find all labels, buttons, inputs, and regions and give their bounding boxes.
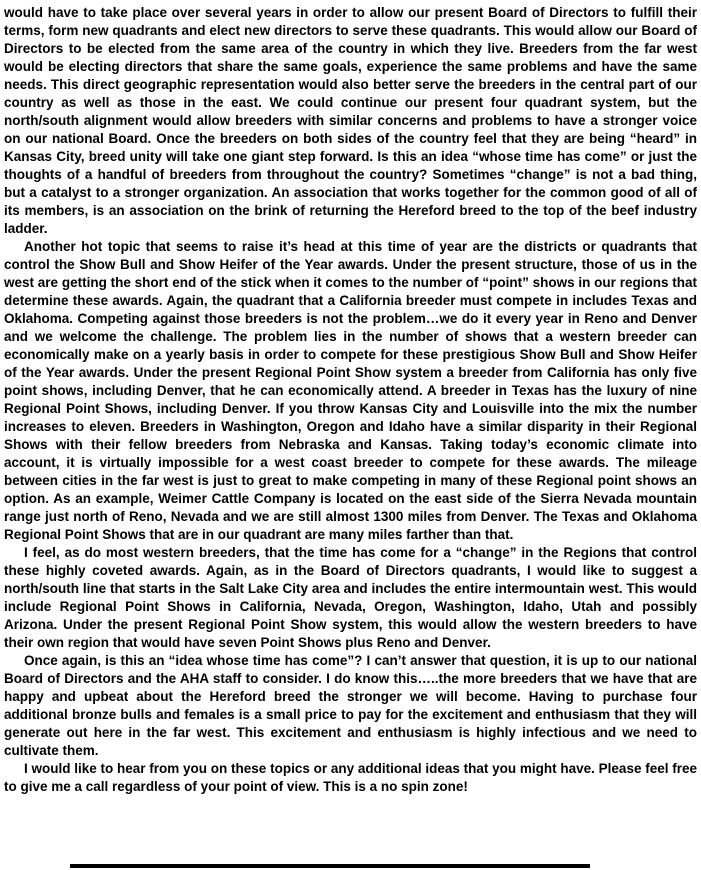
paragraph-board-quadrants: would have to take place over several years in order to allow our present Board of Directors to fulfill their terms, form new quadrants and elect new directors to serve these quadrants. This would allow our Board of Directors to be elected from the same area of the country in which they live. Breeders from the far west would be electing directors that share the same goals, experience the same problems and have the same needs. This direct geographic representation would also better serve the breeders in the central part of our country as well as those in the east. We could continue our present four quadrant system, but the north/south alignment would allow breeders with similar concerns and problems to have a stronger voice on our national Board. Once the breeders on both sides of the country feel that they are being “heard” in Kansas City, breed unity will take one giant step forward. Is this an idea “whose time has come” or just the thoughts of a handful of breeders from throughout the country? Sometimes “change” is not a bad thing, but a catalyst to a stronger organization. An association that works together for the common good of all of its members, is an association on the brink of returning the Hereford breed to the top of the beef industry ladder. — [4, 5, 697, 236]
paragraph-regions-change: I feel, as do most western breeders, that the time has come for a “change” in the Regions that control these highly coveted awards. Again, as in the Board of Directors quadrants, I would like to suggest a north/south line that starts in the Salt Lake City area and includes the entire intermountain west. This would include Regional Point Shows in California, Nevada, Oregon, Washington, Idaho, Utah and possibly Arizona. Under the present Regional Point Show system, this would allow the western breeders to have their own region that would have seven Point Shows plus Reno and Denver. — [4, 545, 697, 650]
paragraph-point-shows: Another hot topic that seems to raise it’s head at this time of year are the districts or quadrants that control the Show Bull and Show Heifer of the Year awards. Under the present structure, those of us in the west are getting the short end of the stick when it comes to the number of “point” shows in our regions that determine these awards. Again, the quadrant that a California breeder must compete in includes Texas and Oklahoma. Competing against those breeders is not the problem…we do it every year in Reno and Denver and we welcome the challenge. The problem lies in the number of shows that a western breeder can economically make on a yearly basis in order to compete for these prestigious Show Bull and Show Heifer of the Year awards. Under the present Regional Point Show system a breeder from California has only five point shows, including Denver, that he can economically attend. A breeder in Texas has the luxury of nine Regional Point Shows, including Denver. If you throw Kansas City and Louisville into the mix the number increases to eleven. Breeders in Washington, Oregon and Idaho have a similar disparity in their Regional Shows with their fellow breeders from Nebraska and Kansas. Taking today’s economic climate into account, it is virtually impossible for a west coast breeder to compete for these awards. The mileage between cities in the far west is just to great to make competing in many of these Regional point shows an option. As an example, Weimer Cattle Company is located on the east side of the Sierra Nevada mountain range just north of Reno, Nevada and we are still almost 1300 miles from Denver. The Texas and Oklahoma Regional Point Shows that are in our quadrant are many miles farther than that. — [4, 239, 697, 542]
paragraph-idea-whose-time: Once again, is this an “idea whose time has come”? I can’t answer that question, it is up to our national Board of Directors and the AHA staff to consider. I do know this…..the more breeders that we have that are happy and upbeat about the Hereford breed the stronger we will become. Having to purchase four additional bronze bulls and females is a small price to pay for the excitement and enthusiasm that they will generate out here in the far west. This excitement and enthusiasm is highly infectious and we need to cultivate them. — [4, 653, 697, 758]
bottom-rule-divider — [70, 864, 590, 868]
article-body — [4, 4, 697, 796]
paragraph-closing: I would like to hear from you on these topics or any additional ideas that you might have. Please feel free to give me a call regardless of your point of view. This is a no spin zone! — [4, 761, 697, 794]
